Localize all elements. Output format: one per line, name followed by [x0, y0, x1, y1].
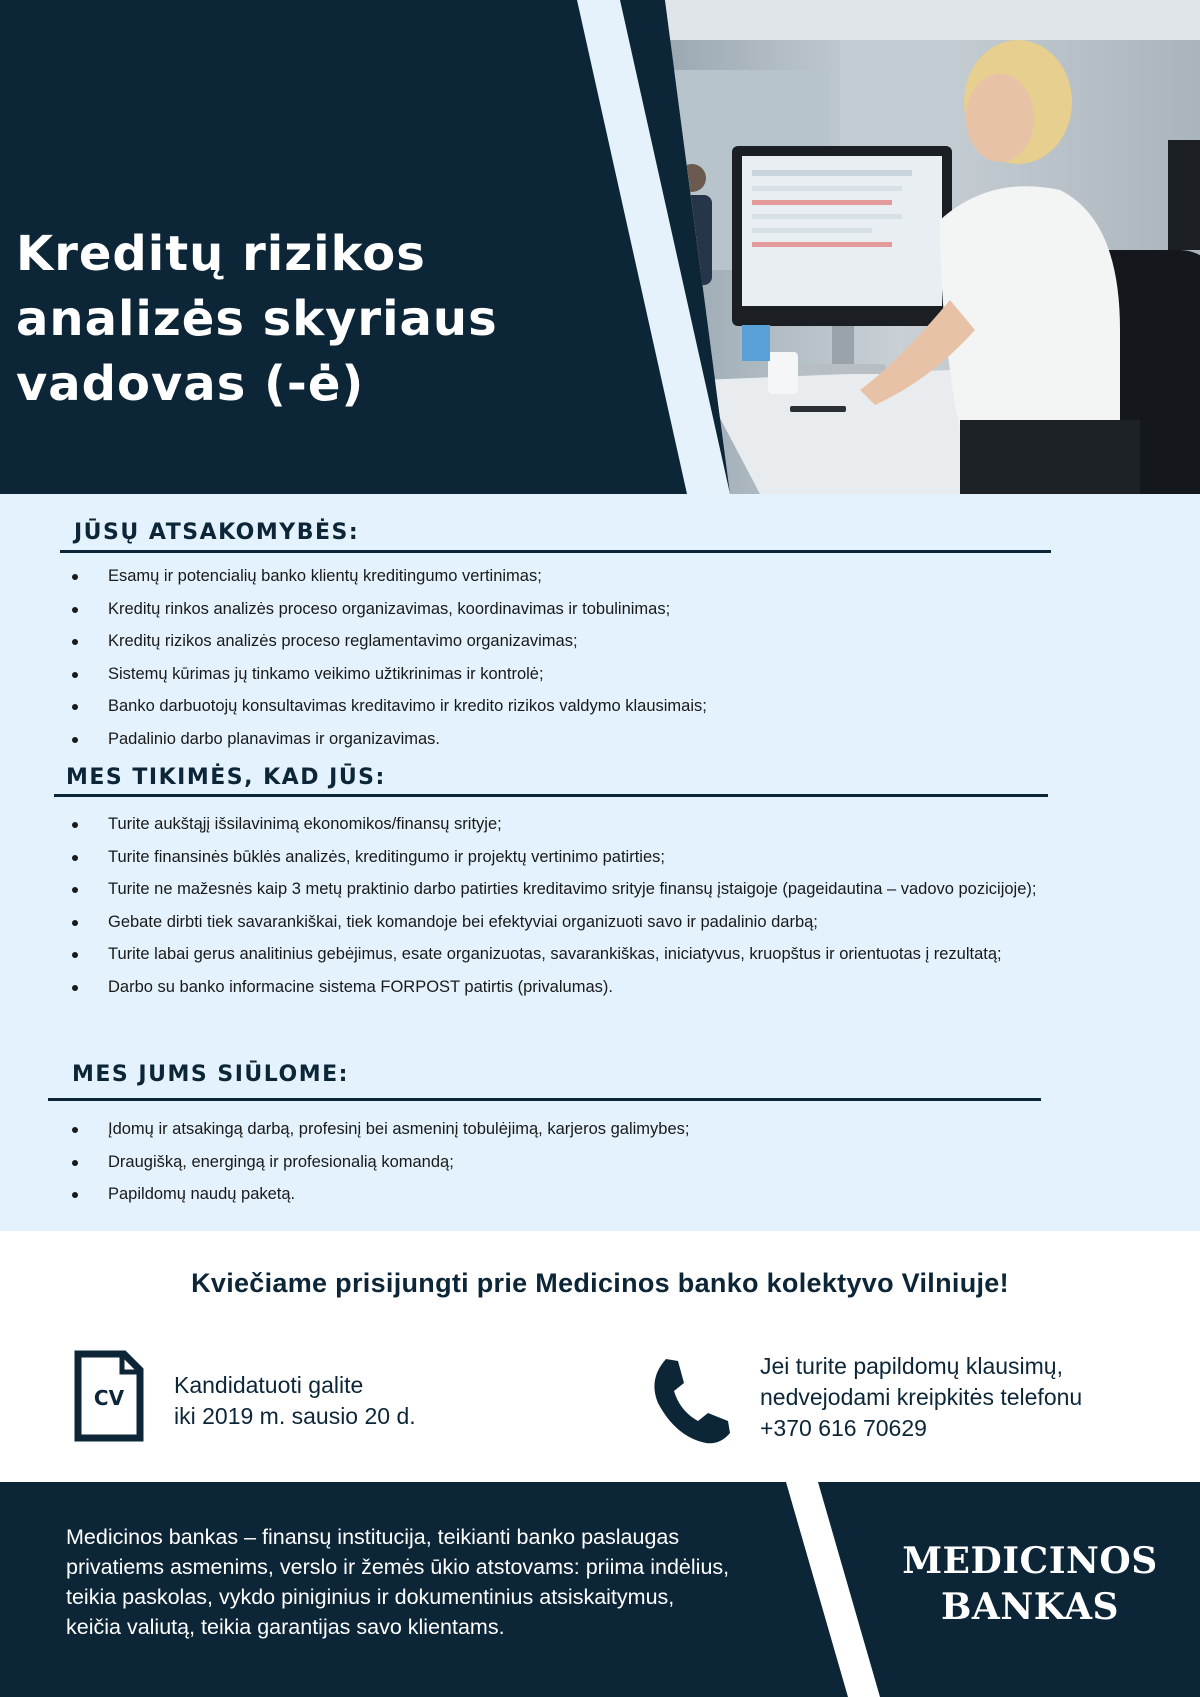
logo-line-1: MEDICINOS — [902, 1540, 1158, 1582]
list-item: Gebate dirbti tiek savarankiškai, tiek komandoje bei efektyviai organizuoti savo ir padalinio darbą; — [70, 906, 1090, 939]
list-item: Turite finansinės būklės analizės, kreditingumo ir projektų vertinimo patirties; — [70, 841, 1090, 874]
header-banner — [0, 0, 1200, 494]
phone-icon — [648, 1355, 732, 1445]
logo-line-2: BANKAS — [940, 1586, 1120, 1628]
requirements-heading: MES TIKIMĖS, KAD JŪS: — [66, 765, 386, 790]
requirements-list — [70, 808, 1090, 1003]
list-item: Esamų ir potencialių banko klientų kreditingumo vertinimas; — [70, 560, 1090, 593]
divider — [60, 550, 1051, 553]
list-item: Įdomų ir atsakingą darbą, profesinį bei asmeninį tobulėjimą, karjeros galimybes; — [70, 1113, 1090, 1146]
list-item: Kreditų rinkos analizės proceso organizavimas, koordinavimas ir tobulinimas; — [70, 593, 1090, 626]
list-item: Kreditų rizikos analizės proceso reglamentavimo organizavimas; — [70, 625, 1090, 658]
list-item: Papildomų naudų paketą. — [70, 1178, 1090, 1211]
list-item: Padalinio darbo planavimas ir organizavimas. — [70, 723, 1090, 756]
phone-number[interactable]: +370 616 70629 — [760, 1415, 927, 1441]
bank-logo — [890, 1538, 1170, 1630]
contact-line-1: Jei turite papildomų klausimų, — [760, 1353, 1063, 1379]
cv-document-icon — [74, 1350, 144, 1442]
list-item: Darbo su banko informacine sistema FORPOST patirtis (privalumas). — [70, 971, 1090, 1004]
offer-heading: MES JUMS SIŪLOME: — [72, 1062, 349, 1087]
list-item: Banko darbuotojų konsultavimas kreditavimo ir kredito rizikos valdymo klausimais; — [70, 690, 1090, 723]
divider — [54, 794, 1048, 797]
footer — [0, 1482, 1200, 1697]
list-item: Turite ne mažesnės kaip 3 metų praktinio darbo patirties kreditavimo srityje finansų įstaigoje (pageidautina – vadovo pozicijoje); — [70, 873, 1090, 906]
apply-line-1: Kandidatuoti galite — [174, 1372, 364, 1398]
cv-icon-label: CV — [93, 1386, 125, 1410]
job-details — [0, 494, 1200, 1231]
list-item: Turite aukštąjį išsilavinimą ekonomikos/finansų srityje; — [70, 808, 1090, 841]
application-deadline — [174, 1370, 416, 1432]
divider — [48, 1098, 1041, 1101]
contact-info — [760, 1351, 1082, 1444]
list-item: Turite labai gerus analitinius gebėjimus, esate organizuotas, savarankiškas, iniciatyvus, kruopštus ir orientuotas į rezultatą; — [70, 938, 1090, 971]
responsibilities-list — [70, 560, 1090, 755]
offer-list — [70, 1113, 1090, 1211]
apply-line-2: iki 2019 m. sausio 20 d. — [174, 1403, 416, 1429]
page-title: Kreditų rizikos analizės skyriaus vadovas (-ė) — [16, 226, 498, 412]
list-item: Sistemų kūrimas jų tinkamo veikimo užtikrinimas ir kontrolė; — [70, 658, 1090, 691]
list-item: Draugišką, energingą ir profesionalią komandą; — [70, 1146, 1090, 1179]
invitation-title: Kviečiame prisijungti prie Medicinos banko kolektyvo Vilniuje! — [191, 1268, 1009, 1298]
responsibilities-heading: JŪSŲ ATSAKOMYBĖS: — [74, 520, 360, 545]
bank-description: Medicinos bankas – finansų institucija, teikianti banko paslaugas privatiems asmenims, verslo ir žemės ūkio atstovams: priima indėlius, teikia paskolas, vykdo piniginius ir dokumentinius atsiskaitymus, keičia valiutą, teikia garantijas savo klientams. — [66, 1525, 730, 1639]
contact-line-2: nedvejodami kreipkitės telefonu — [760, 1384, 1083, 1410]
